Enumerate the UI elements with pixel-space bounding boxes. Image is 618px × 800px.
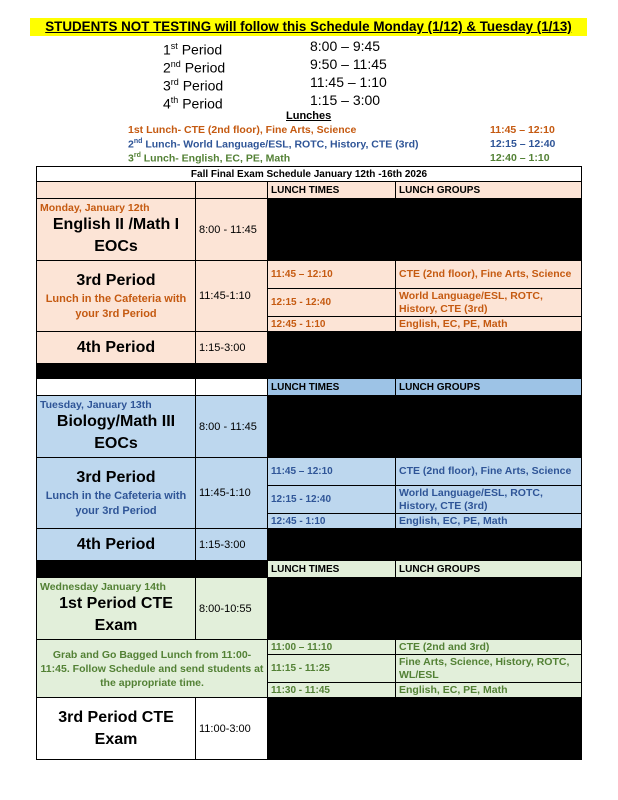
lunch-2-text: 2nd Lunch- World Language/ESL, ROTC, History, CTE (3rd) [128,138,419,151]
lunch-1-text: 1st Lunch- CTE (2nd floor), Fine Arts, Science [128,124,357,136]
period-1-time: 8:00 – 9:45 [310,38,381,54]
wednesday-exam-time: 8:00-10:55 [196,578,268,640]
monday-lunch-3-time: 12:45 - 1:10 [268,317,396,332]
lunch-groups-header-3: LUNCH GROUPS [396,561,582,578]
lunch-3-text: 3rd Lunch- English, EC, PE, Math [128,152,291,165]
not-testing-banner: STUDENTS NOT TESTING will follow this Schedule Monday (1/12) & Tuesday (1/13) [30,18,587,36]
tuesday-3rd-time: 11:45-1:10 [196,458,268,529]
tuesday-lunch-3-time: 12:45 - 1:10 [268,514,396,529]
monday-3rd-period-cell [37,261,196,332]
lunch-groups-header-2: LUNCH GROUPS [396,379,582,396]
wednesday-lunch-2-group: Fine Arts, Science, History, ROTC, WL/ESL [396,655,582,683]
lunch-3-time: 12:40 – 1:10 [490,152,550,164]
table-title: Fall Final Exam Schedule January 12th -16th 2026 [37,167,582,182]
period-2-time: 9:50 – 11:45 [310,56,387,72]
monday-3rd-note: Lunch in the Cafeteria with your 3rd Period [45,293,187,320]
tuesday-4th-time: 1:15-3:00 [196,529,268,561]
tuesday-3rd-period: 3rd Period [76,469,156,486]
tuesday-lunch-1-time: 11:45 – 12:10 [268,458,396,486]
period-1-label: 1st Period [163,41,223,58]
wednesday-exam: 1st Period CTE Exam [59,594,173,634]
tuesday-4th-period-cell [37,529,196,561]
monday-lunch-1-time: 11:45 – 12:10 [268,261,396,289]
wednesday-lunch-2-time: 11:15 - 11:25 [268,655,396,683]
lunch-1-time: 11:45 – 12:10 [490,124,555,136]
tuesday-exam-time: 8:00 - 11:45 [196,396,268,458]
period-2-label: 2nd Period [163,59,226,76]
wednesday-lunch-1-time: 11:00 – 11:10 [268,640,396,655]
monday-exam-time: 8:00 - 11:45 [196,199,268,261]
monday-lunch-2-time: 12:15 - 12:40 [268,289,396,317]
tuesday-lunch-2-group: World Language/ESL, ROTC, History, CTE (3rd) [396,486,582,514]
tuesday-3rd-period-cell [37,458,196,529]
wednesday-3rd-exam-time: 11:00-3:00 [196,698,268,760]
monday-3rd-time: 11:45-1:10 [196,261,268,332]
grab-and-go-note: Grab and Go Bagged Lunch from 11:00-11:45. Follow Schedule and send students at the appropriate time. [37,640,268,698]
wednesday-exam-cell [37,578,196,640]
tuesday-lunch-1-group: CTE (2nd floor), Fine Arts, Science [396,458,582,486]
lunch-groups-header: LUNCH GROUPS [396,182,582,199]
monday-exam-cell [37,199,196,261]
exam-schedule-table [36,166,582,760]
wednesday-lunch-3-time: 11:30 - 11:45 [268,683,396,698]
lunches-title: Lunches [286,110,332,122]
monday-4th-time: 1:15-3:00 [196,332,268,364]
wednesday-3rd-exam: 3rd Period CTE Exam [58,708,174,748]
tuesday-3rd-note: Lunch in the Cafeteria with your 3rd Period [45,490,187,517]
lunch-times-header-3: LUNCH TIMES [268,561,396,578]
wednesday-lunch-1-group: CTE (2nd and 3rd) [396,640,582,655]
tuesday-4th-period: 4th Period [76,535,156,553]
tuesday-lunch-2-time: 12:15 - 12:40 [268,486,396,514]
monday-exam: English II /Math I EOCs [52,215,180,255]
lunch-times-header: LUNCH TIMES [268,182,396,199]
monday-4th-period: 4th Period [76,338,156,356]
monday-lunch-2-group: World Language/ESL, ROTC, History, CTE (3rd) [396,289,582,317]
period-4-label: 4th Period [163,95,223,112]
monday-lunch-3-group: English, EC, PE, Math [396,317,582,332]
monday-3rd-period: 3rd Period [76,272,156,289]
period-3-label: 3rd Period [163,77,224,94]
lunch-times-header-2: LUNCH TIMES [268,379,396,396]
lunch-2-time: 12:15 – 12:40 [490,138,556,150]
tuesday-exam-cell [37,396,196,458]
period-3-time: 11:45 – 1:10 [310,74,387,90]
wednesday-date: Wednesday January 14th [40,580,166,593]
tuesday-lunch-3-group: English, EC, PE, Math [396,514,582,529]
monday-date: Monday, January 12th [40,201,150,214]
monday-lunch-1-group: CTE (2nd floor), Fine Arts, Science [396,261,582,289]
tuesday-exam: Biology/Math III EOCs [56,412,176,452]
period-4-time: 1:15 – 3:00 [310,92,381,108]
monday-4th-period-cell [37,332,196,364]
tuesday-date: Tuesday, January 13th [40,398,152,411]
wednesday-lunch-3-group: English, EC, PE, Math [396,683,582,698]
wednesday-3rd-exam-cell [37,698,196,760]
